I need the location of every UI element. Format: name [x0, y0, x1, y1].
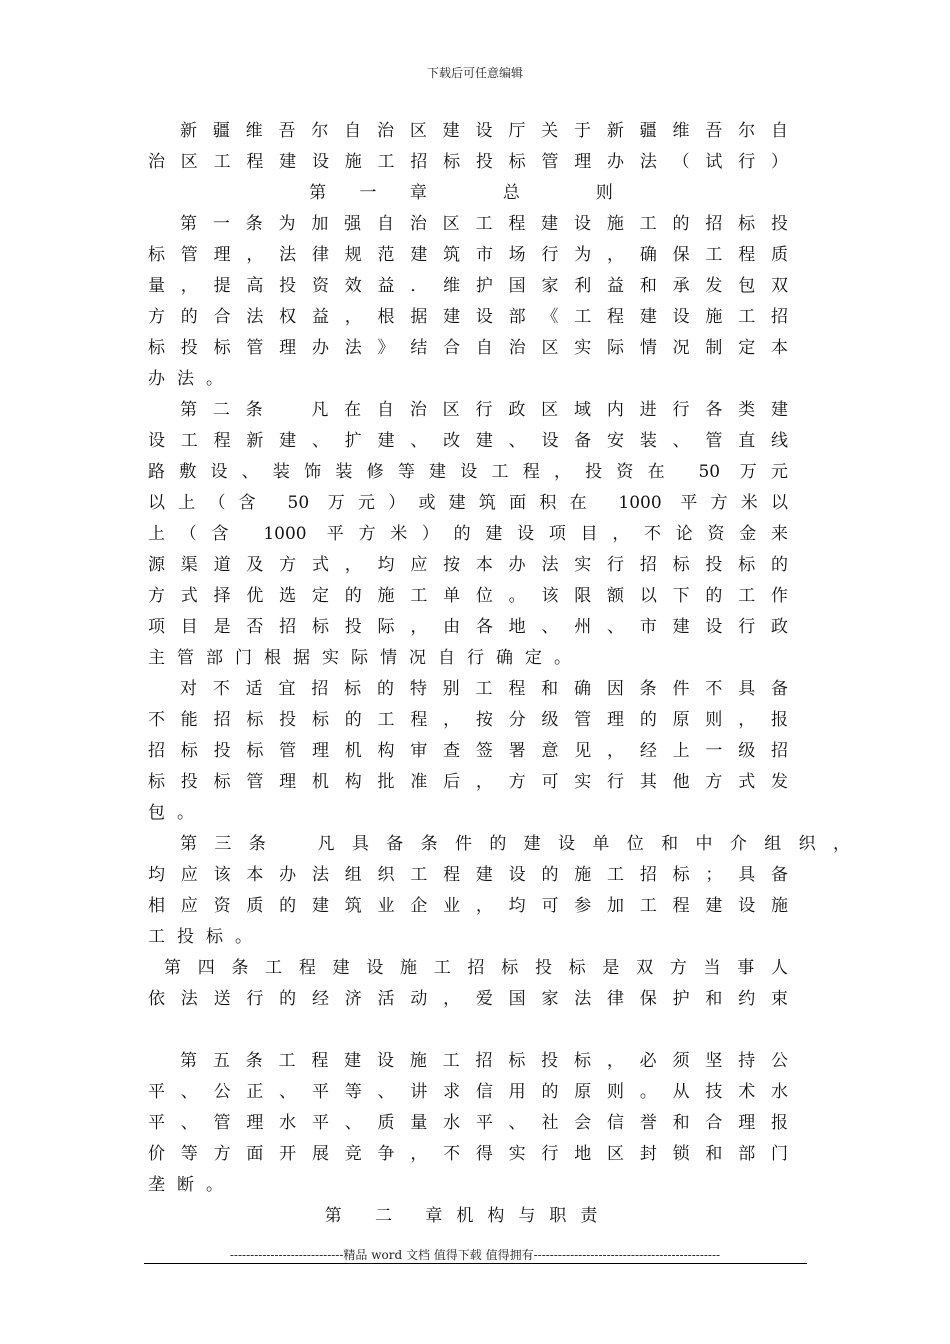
article-1-line: 第一条为加强自治区工程建设施工的招标投 [180, 214, 788, 234]
article-2-paragraph-2-line: 不能招标投标的工程，按分级管理的原则，报 [148, 710, 788, 730]
article-2-line: 方式择优选定的施工单位。该限额以下的工作 [148, 586, 788, 606]
article-2-line: 第二条 凡在自治区行政区域内进行各类建 [180, 400, 788, 420]
article-4-line: 第四条工程建设施工招标投标是双方当事人 [164, 958, 788, 978]
article-1-line: 办法。 [148, 369, 235, 389]
article-5-line: 价等方面开展竞争，不得实行地区封锁和部门 [148, 1144, 788, 1164]
article-2-paragraph-2-line: 包。 [148, 803, 206, 823]
article-5-line: 平、管理水平、质量水平、社会信誉和合理报 [148, 1113, 788, 1133]
title-line-2: 治区工程建设施工招标投标管理办法（试行） [148, 152, 788, 172]
article-3-line: 第三条 凡具备条件的建设单位和中介组织， [180, 834, 850, 854]
article-1-line: 方的合法权益，根据建设部《工程建设施工招 [148, 307, 788, 327]
article-1-line: 标投标管理办法》结合自治区实际情况制定本 [148, 338, 788, 358]
chapter-heading-2: 第 二 章机构与职责 [324, 1206, 612, 1226]
article-2-line: 主管部门根据实际情况自行确定。 [148, 648, 583, 668]
footer-divider [144, 1263, 807, 1264]
page-footer-note: ----------------------------精品 word 文档 值得下载 值得拥有---------------------------------------------- [229, 1248, 721, 1262]
blank-line [148, 1015, 788, 1046]
document-body [148, 116, 850, 1232]
article-3-line: 相应资质的建筑业企业，均可参加工程建设施 [148, 896, 788, 916]
article-2-line: 以上（含 50 万元）或建筑面积在 1000 平方米以 [148, 493, 788, 513]
article-2-line: 设工程新建、扩建、改建、设备安装、管直线 [148, 431, 788, 451]
article-5-line: 平、公正、平等、讲求信用的原则。从技术水 [148, 1082, 788, 1102]
article-2-line: 项目是否招标投际，由各地、州、市建设行政 [148, 617, 788, 637]
chapter-heading-1: 第 一 章 总 则 [309, 183, 627, 203]
article-3-line: 均应该本办法组织工程建设的施工招标；具备 [148, 865, 788, 885]
article-2-line: 上（含 1000 平方米）的建设项目，不论资金来 [148, 524, 788, 544]
article-2-paragraph-2-line: 招标投标管理机构审查签署意见，经上一级招 [148, 741, 788, 761]
article-5-line: 垄断。 [148, 1175, 235, 1195]
article-1-line: 量，提高投资效益．维护国家利益和承发包双 [148, 276, 788, 296]
article-2-line: 路敷设、装饰装修等建设工程，投资在 50 万元 [148, 462, 788, 482]
article-2-paragraph-2-line: 标投标管理机构批准后，方可实行其他方式发 [148, 772, 788, 792]
article-2-paragraph-2-line: 对不适宜招标的特别工程和确因条件不具备 [180, 679, 788, 699]
page-header-note: 下载后可任意编辑 [426, 66, 523, 80]
title-line-1: 新疆维吾尔自治区建设厅关于新疆维吾尔自 [180, 121, 788, 141]
article-2-line: 源渠道及方式，均应按本办法实行招标投标的 [148, 555, 788, 575]
article-1-line: 标管理，法律规范建筑市场行为，确保工程质 [148, 245, 788, 265]
article-5-line: 第五条工程建设施工招标投标，必须坚持公 [180, 1051, 788, 1071]
article-3-line: 工投标。 [148, 927, 264, 947]
article-4-line: 依法送行的经济活动，爱国家法律保护和约束 [148, 989, 788, 1009]
